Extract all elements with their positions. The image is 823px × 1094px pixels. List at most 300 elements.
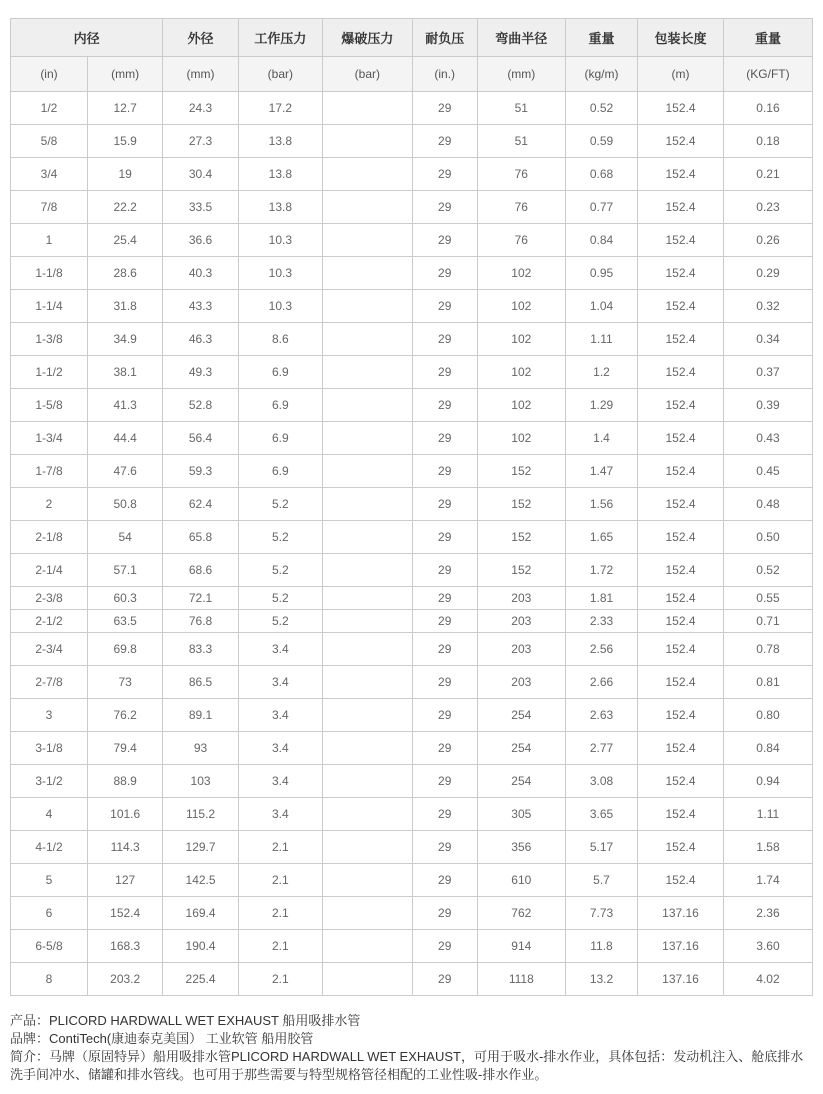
- column-unit: (mm): [477, 57, 565, 92]
- table-cell: 33.5: [163, 191, 238, 224]
- table-cell: 5.2: [238, 554, 322, 587]
- table-cell: 1-7/8: [11, 455, 88, 488]
- table-cell: 0.52: [565, 92, 637, 125]
- table-cell: 2.63: [565, 699, 637, 732]
- table-cell: [322, 422, 412, 455]
- table-cell: 152.4: [638, 125, 724, 158]
- table-cell: 0.59: [565, 125, 637, 158]
- table-cell: 8: [11, 963, 88, 996]
- table-cell: 62.4: [163, 488, 238, 521]
- hose-spec-table: [10, 18, 813, 996]
- table-cell: 152.4: [638, 798, 724, 831]
- table-cell: 24.3: [163, 92, 238, 125]
- table-cell: 102: [477, 290, 565, 323]
- table-row: [11, 125, 813, 158]
- column-header: 重量: [723, 19, 812, 57]
- table-cell: 2.56: [565, 633, 637, 666]
- table-cell: 0.68: [565, 158, 637, 191]
- table-cell: 305: [477, 798, 565, 831]
- table-cell: [322, 732, 412, 765]
- table-cell: 29: [412, 897, 477, 930]
- table-cell: 152.4: [638, 290, 724, 323]
- table-row: [11, 732, 813, 765]
- table-cell: 1.2: [565, 356, 637, 389]
- table-cell: 86.5: [163, 666, 238, 699]
- table-cell: 63.5: [87, 610, 162, 633]
- table-row: [11, 389, 813, 422]
- table-cell: 114.3: [87, 831, 162, 864]
- table-cell: 1118: [477, 963, 565, 996]
- table-cell: 102: [477, 389, 565, 422]
- table-cell: 152.4: [638, 587, 724, 610]
- table-cell: 1.81: [565, 587, 637, 610]
- table-cell: 152.4: [638, 864, 724, 897]
- header-group-row: [11, 19, 813, 57]
- table-cell: 2.66: [565, 666, 637, 699]
- column-header: 包装长度: [638, 19, 724, 57]
- table-cell: 11.8: [565, 930, 637, 963]
- table-cell: 203: [477, 633, 565, 666]
- table-cell: 29: [412, 554, 477, 587]
- table-cell: 76.8: [163, 610, 238, 633]
- table-cell: 152.4: [638, 158, 724, 191]
- column-unit: (kg/m): [565, 57, 637, 92]
- table-cell: 8.6: [238, 323, 322, 356]
- table-cell: 152: [477, 521, 565, 554]
- column-header: 耐负压: [412, 19, 477, 57]
- table-cell: 152.4: [638, 422, 724, 455]
- table-cell: 152.4: [638, 389, 724, 422]
- table-cell: 2.1: [238, 864, 322, 897]
- table-cell: [322, 831, 412, 864]
- table-cell: 6.9: [238, 356, 322, 389]
- table-cell: 29: [412, 521, 477, 554]
- table-row: [11, 422, 813, 455]
- table-cell: 152.4: [638, 666, 724, 699]
- table-cell: 29: [412, 930, 477, 963]
- table-cell: 152.4: [638, 455, 724, 488]
- table-cell: 2-1/2: [11, 610, 88, 633]
- table-cell: 169.4: [163, 897, 238, 930]
- table-cell: 168.3: [87, 930, 162, 963]
- table-cell: 137.16: [638, 963, 724, 996]
- table-cell: 3.60: [723, 930, 812, 963]
- table-cell: 2-1/8: [11, 521, 88, 554]
- table-cell: 2.1: [238, 963, 322, 996]
- product-line: 产品：PLICORD HARDWALL WET EXHAUST 船用吸排水管: [10, 1013, 361, 1028]
- table-cell: [322, 92, 412, 125]
- table-cell: [322, 389, 412, 422]
- table-cell: 13.2: [565, 963, 637, 996]
- table-cell: 3-1/8: [11, 732, 88, 765]
- column-header: 外径: [163, 19, 238, 57]
- table-cell: [322, 158, 412, 191]
- table-cell: 15.9: [87, 125, 162, 158]
- table-row: [11, 323, 813, 356]
- table-cell: 4-1/2: [11, 831, 88, 864]
- table-cell: 102: [477, 323, 565, 356]
- table-cell: 29: [412, 765, 477, 798]
- column-unit: (KG/FT): [723, 57, 812, 92]
- table-cell: 1.29: [565, 389, 637, 422]
- table-cell: 4.02: [723, 963, 812, 996]
- column-header: 工作压力: [238, 19, 322, 57]
- column-unit: (mm): [87, 57, 162, 92]
- table-cell: 28.6: [87, 257, 162, 290]
- table-cell: 152.4: [638, 521, 724, 554]
- table-row: [11, 488, 813, 521]
- table-cell: 1.72: [565, 554, 637, 587]
- table-cell: 0.32: [723, 290, 812, 323]
- table-cell: 30.4: [163, 158, 238, 191]
- table-cell: [322, 257, 412, 290]
- table-cell: [322, 356, 412, 389]
- table-cell: 1.74: [723, 864, 812, 897]
- table-cell: 3.08: [565, 765, 637, 798]
- table-cell: 5.7: [565, 864, 637, 897]
- table-cell: 29: [412, 422, 477, 455]
- table-cell: 52.8: [163, 389, 238, 422]
- table-cell: 5: [11, 864, 88, 897]
- table-cell: 0.37: [723, 356, 812, 389]
- table-cell: [322, 488, 412, 521]
- table-cell: 68.6: [163, 554, 238, 587]
- table-cell: [322, 610, 412, 633]
- table-row: [11, 455, 813, 488]
- table-cell: 254: [477, 699, 565, 732]
- table-cell: 0.16: [723, 92, 812, 125]
- table-cell: 0.71: [723, 610, 812, 633]
- table-cell: 1.11: [723, 798, 812, 831]
- table-cell: 0.43: [723, 422, 812, 455]
- table-cell: 13.8: [238, 191, 322, 224]
- table-cell: 762: [477, 897, 565, 930]
- table-cell: [322, 521, 412, 554]
- table-cell: 44.4: [87, 422, 162, 455]
- table-cell: 0.29: [723, 257, 812, 290]
- table-cell: 6: [11, 897, 88, 930]
- table-cell: 93: [163, 732, 238, 765]
- table-cell: 0.34: [723, 323, 812, 356]
- table-row: [11, 587, 813, 610]
- table-cell: 6.9: [238, 389, 322, 422]
- table-cell: 102: [477, 356, 565, 389]
- table-cell: 0.26: [723, 224, 812, 257]
- table-cell: 69.8: [87, 633, 162, 666]
- table-cell: 29: [412, 732, 477, 765]
- table-cell: 43.3: [163, 290, 238, 323]
- table-cell: 7/8: [11, 191, 88, 224]
- table-cell: 1.47: [565, 455, 637, 488]
- table-cell: 0.48: [723, 488, 812, 521]
- table-row: [11, 765, 813, 798]
- table-cell: 89.1: [163, 699, 238, 732]
- table-cell: 152.4: [638, 191, 724, 224]
- table-cell: 56.4: [163, 422, 238, 455]
- table-cell: 25.4: [87, 224, 162, 257]
- table-row: [11, 521, 813, 554]
- table-cell: 0.23: [723, 191, 812, 224]
- table-cell: 49.3: [163, 356, 238, 389]
- table-row: [11, 610, 813, 633]
- table-cell: 10.3: [238, 290, 322, 323]
- table-cell: 2-3/8: [11, 587, 88, 610]
- table-cell: 29: [412, 158, 477, 191]
- table-cell: 13.8: [238, 125, 322, 158]
- table-cell: [322, 125, 412, 158]
- table-cell: 3.4: [238, 798, 322, 831]
- table-cell: 2.1: [238, 930, 322, 963]
- table-cell: 0.78: [723, 633, 812, 666]
- table-cell: 102: [477, 257, 565, 290]
- table-cell: 46.3: [163, 323, 238, 356]
- table-cell: 152.4: [638, 224, 724, 257]
- table-row: [11, 290, 813, 323]
- column-header: 内径: [11, 19, 163, 57]
- column-unit: (bar): [322, 57, 412, 92]
- table-cell: 12.7: [87, 92, 162, 125]
- table-cell: 152.4: [638, 323, 724, 356]
- table-cell: 0.81: [723, 666, 812, 699]
- table-cell: 29: [412, 191, 477, 224]
- table-cell: 29: [412, 92, 477, 125]
- table-cell: 7.73: [565, 897, 637, 930]
- table-cell: 57.1: [87, 554, 162, 587]
- table-cell: [322, 290, 412, 323]
- table-cell: 6-5/8: [11, 930, 88, 963]
- table-cell: 76: [477, 191, 565, 224]
- table-cell: 31.8: [87, 290, 162, 323]
- table-row: [11, 92, 813, 125]
- footer-notes: [10, 1012, 813, 1084]
- table-cell: 152.4: [638, 765, 724, 798]
- table-cell: 203: [477, 610, 565, 633]
- table-cell: 60.3: [87, 587, 162, 610]
- table-cell: 190.4: [163, 930, 238, 963]
- table-cell: 203: [477, 666, 565, 699]
- table-cell: 34.9: [87, 323, 162, 356]
- table-cell: 29: [412, 488, 477, 521]
- brand-line: 品牌：ContiTech(康迪泰克美国） 工业软管 船用胶管: [10, 1030, 314, 1046]
- table-cell: 5/8: [11, 125, 88, 158]
- table-cell: 0.55: [723, 587, 812, 610]
- table-row: [11, 158, 813, 191]
- table-row: [11, 191, 813, 224]
- table-cell: 6.9: [238, 422, 322, 455]
- table-cell: 2-1/4: [11, 554, 88, 587]
- table-cell: 203.2: [87, 963, 162, 996]
- table-cell: 54: [87, 521, 162, 554]
- table-cell: [322, 554, 412, 587]
- table-cell: 29: [412, 666, 477, 699]
- table-cell: [322, 455, 412, 488]
- table-cell: 76.2: [87, 699, 162, 732]
- table-cell: 152: [477, 554, 565, 587]
- table-cell: 59.3: [163, 455, 238, 488]
- table-cell: 2.1: [238, 897, 322, 930]
- column-header: 爆破压力: [322, 19, 412, 57]
- table-row: [11, 633, 813, 666]
- table-row: [11, 831, 813, 864]
- intro-line: 简介：马牌（原固特异）船用吸排水管PLICORD HARDWALL WET EXHAUST，可用于吸水-排水作业，具体包括：发动机注入、舱底排水洗手间冲水、储罐和排水管线。也可用于那些需要与特型规格管径相配的工业性吸-排水作业。: [10, 1048, 804, 1082]
- table-cell: [322, 587, 412, 610]
- table-cell: 19: [87, 158, 162, 191]
- table-cell: 142.5: [163, 864, 238, 897]
- table-cell: 3.65: [565, 798, 637, 831]
- table-cell: 0.80: [723, 699, 812, 732]
- table-cell: 1/2: [11, 92, 88, 125]
- table-cell: 1.11: [565, 323, 637, 356]
- table-cell: 152: [477, 488, 565, 521]
- table-row: [11, 257, 813, 290]
- table-cell: 13.8: [238, 158, 322, 191]
- table-cell: 3: [11, 699, 88, 732]
- table-cell: 29: [412, 610, 477, 633]
- table-cell: [322, 897, 412, 930]
- table-cell: 152.4: [638, 257, 724, 290]
- table-cell: 0.18: [723, 125, 812, 158]
- table-cell: 76: [477, 158, 565, 191]
- table-cell: 225.4: [163, 963, 238, 996]
- table-row: [11, 963, 813, 996]
- table-cell: [322, 323, 412, 356]
- table-cell: 152.4: [638, 356, 724, 389]
- table-cell: 22.2: [87, 191, 162, 224]
- table-cell: 29: [412, 455, 477, 488]
- table-cell: [322, 765, 412, 798]
- table-cell: 51: [477, 92, 565, 125]
- table-cell: 5.2: [238, 587, 322, 610]
- table-cell: 2-3/4: [11, 633, 88, 666]
- table-cell: 0.77: [565, 191, 637, 224]
- table-cell: [322, 699, 412, 732]
- table-cell: 152.4: [638, 610, 724, 633]
- table-cell: 79.4: [87, 732, 162, 765]
- column-unit: (m): [638, 57, 724, 92]
- table-cell: 152.4: [638, 699, 724, 732]
- table-cell: 3/4: [11, 158, 88, 191]
- table-cell: 73: [87, 666, 162, 699]
- table-cell: 29: [412, 633, 477, 666]
- table-cell: 0.50: [723, 521, 812, 554]
- table-cell: 50.8: [87, 488, 162, 521]
- table-cell: [322, 633, 412, 666]
- table-cell: 152.4: [638, 488, 724, 521]
- table-cell: 5.2: [238, 610, 322, 633]
- table-row: [11, 897, 813, 930]
- table-cell: 0.84: [723, 732, 812, 765]
- table-cell: 29: [412, 798, 477, 831]
- table-row: [11, 699, 813, 732]
- column-unit: (in): [11, 57, 88, 92]
- table-cell: 152.4: [638, 633, 724, 666]
- table-cell: 1-3/8: [11, 323, 88, 356]
- table-cell: 83.3: [163, 633, 238, 666]
- column-unit: (bar): [238, 57, 322, 92]
- table-cell: 3.4: [238, 699, 322, 732]
- table-cell: 203: [477, 587, 565, 610]
- table-cell: 29: [412, 125, 477, 158]
- table-cell: 1-5/8: [11, 389, 88, 422]
- table-row: [11, 666, 813, 699]
- table-cell: 29: [412, 257, 477, 290]
- table-cell: 115.2: [163, 798, 238, 831]
- table-row: [11, 356, 813, 389]
- table-cell: 10.3: [238, 224, 322, 257]
- column-header: 弯曲半径: [477, 19, 565, 57]
- table-cell: [322, 798, 412, 831]
- table-cell: 152.4: [638, 92, 724, 125]
- table-cell: 1.56: [565, 488, 637, 521]
- table-cell: 36.6: [163, 224, 238, 257]
- table-cell: 127: [87, 864, 162, 897]
- table-cell: 29: [412, 963, 477, 996]
- table-cell: [322, 191, 412, 224]
- table-cell: 1-1/4: [11, 290, 88, 323]
- table-cell: 72.1: [163, 587, 238, 610]
- table-cell: 88.9: [87, 765, 162, 798]
- table-cell: 3.4: [238, 732, 322, 765]
- column-header: 重量: [565, 19, 637, 57]
- table-cell: 1.65: [565, 521, 637, 554]
- table-cell: [322, 963, 412, 996]
- table-cell: 1.04: [565, 290, 637, 323]
- table-cell: 29: [412, 356, 477, 389]
- table-cell: 0.39: [723, 389, 812, 422]
- table-cell: 27.3: [163, 125, 238, 158]
- table-cell: 610: [477, 864, 565, 897]
- table-cell: 356: [477, 831, 565, 864]
- table-cell: 0.45: [723, 455, 812, 488]
- table-cell: 29: [412, 323, 477, 356]
- table-cell: 29: [412, 699, 477, 732]
- table-cell: 3-1/2: [11, 765, 88, 798]
- table-cell: 1.58: [723, 831, 812, 864]
- table-cell: 29: [412, 224, 477, 257]
- table-cell: 254: [477, 765, 565, 798]
- table-cell: 914: [477, 930, 565, 963]
- table-cell: 29: [412, 864, 477, 897]
- table-cell: 1-1/2: [11, 356, 88, 389]
- table-cell: 5.2: [238, 488, 322, 521]
- table-cell: 0.95: [565, 257, 637, 290]
- table-cell: 3.4: [238, 666, 322, 699]
- column-unit: (mm): [163, 57, 238, 92]
- table-cell: 0.94: [723, 765, 812, 798]
- table-body: [11, 92, 813, 996]
- table-row: [11, 864, 813, 897]
- table-cell: 2.77: [565, 732, 637, 765]
- table-row: [11, 224, 813, 257]
- table-cell: 29: [412, 290, 477, 323]
- table-cell: 2: [11, 488, 88, 521]
- table-cell: 5.2: [238, 521, 322, 554]
- table-cell: 103: [163, 765, 238, 798]
- table-cell: 0.84: [565, 224, 637, 257]
- table-cell: 152: [477, 455, 565, 488]
- table-cell: 47.6: [87, 455, 162, 488]
- table-cell: [322, 224, 412, 257]
- table-cell: 2.33: [565, 610, 637, 633]
- table-cell: 51: [477, 125, 565, 158]
- table-cell: 102: [477, 422, 565, 455]
- table-cell: 4: [11, 798, 88, 831]
- table-cell: 17.2: [238, 92, 322, 125]
- table-cell: 38.1: [87, 356, 162, 389]
- table-cell: 137.16: [638, 930, 724, 963]
- table-cell: 0.52: [723, 554, 812, 587]
- table-cell: [322, 666, 412, 699]
